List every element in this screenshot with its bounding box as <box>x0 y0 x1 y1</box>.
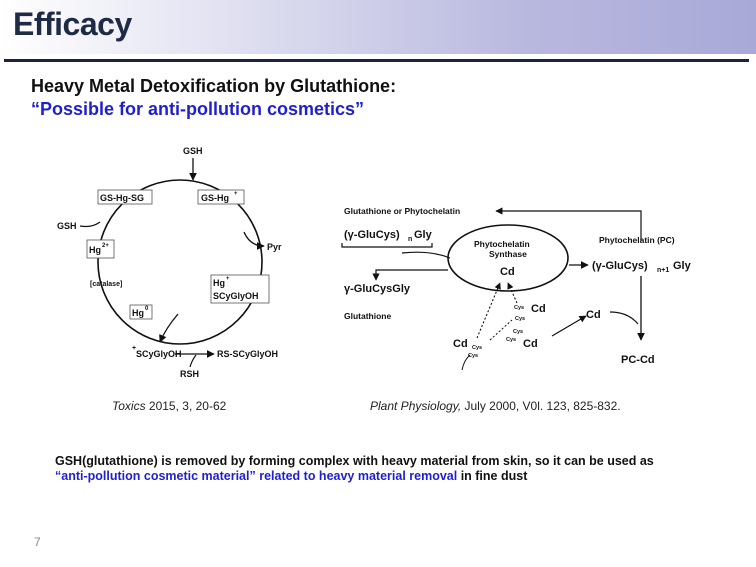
gs-hg-label: GS-Hg <box>201 193 229 203</box>
gs-hg-sup: + <box>234 191 238 197</box>
plus-sign: + <box>132 345 137 352</box>
scyglyoh-box-label: SCyGlyOH <box>213 291 259 301</box>
hg2-label: Hg <box>89 245 101 255</box>
synthase-line-1: Phytochelatin <box>474 239 530 249</box>
heading-line-2: “Possible for anti-pollution cosmetics” <box>31 99 365 119</box>
rsh-curve <box>190 355 196 367</box>
pc-formula-a: (γ-GluCys) <box>592 260 648 272</box>
cys-label-6: Cys <box>468 353 479 359</box>
synthase-line-2: Synthase <box>489 249 527 259</box>
page-number: 7 <box>34 535 41 549</box>
body-line-2-tail: in fine dust <box>457 469 528 483</box>
cycle-circle <box>98 180 262 344</box>
right-phytochelatin-diagram <box>342 206 692 370</box>
citation-right <box>370 399 621 413</box>
gsh-or-pc-label: Glutathione or Phytochelatin <box>344 206 461 216</box>
gluCys-n-sub: n <box>408 236 413 243</box>
catalase-label: [catalase] <box>90 281 123 288</box>
left-cycle-diagram <box>57 146 282 379</box>
slide-title: Efficacy <box>13 6 132 42</box>
citation-left-details: 2015, 3, 20-62 <box>145 399 227 413</box>
hg0-down-arrow <box>160 314 178 342</box>
cys-label-1: Cys <box>514 305 525 311</box>
scyglyoh-bottom-label: SCyGlyOH <box>136 349 182 359</box>
cd-bottom-mid-label: Cd <box>523 338 538 350</box>
hg0-sup: 0 <box>145 306 149 312</box>
cd-diag-arrow <box>552 316 586 336</box>
glutathione-label: Glutathione <box>344 311 392 321</box>
body-text-line-1: GSH(glutathione) is removed by forming complex with heavy material from skin, so it can be used as <box>55 454 654 468</box>
cys-label-3: Cys <box>513 329 524 335</box>
gluCys-n-label: (γ-GluCys) <box>344 229 400 241</box>
cd-bottom-left-label: Cd <box>453 338 468 350</box>
pyr-arrow <box>244 232 264 246</box>
hg0-label: Hg <box>132 308 144 318</box>
cd-center-label: Cd <box>500 266 515 278</box>
cys-label-4: Cys <box>472 345 483 351</box>
pc-label: Phytochelatin (PC) <box>599 235 675 245</box>
cys-label-2: Cys <box>515 316 526 322</box>
gluCys-gly-label: Gly <box>414 229 432 241</box>
cd-cys-label: Cd <box>531 303 546 315</box>
pc-cd-label: PC-Cd <box>621 354 655 366</box>
citation-right-journal: Plant Physiology, <box>370 399 462 413</box>
body-text-line-2 <box>55 469 527 483</box>
gsh-left-arrow <box>80 222 100 227</box>
ellipse-to-gluCysGly-arrow <box>376 270 448 280</box>
gsh-top-label: GSH <box>183 146 203 156</box>
heading-line-1: Heavy Metal Detoxification by Glutathione: <box>31 76 397 96</box>
citation-left-journal: Toxics <box>112 399 146 413</box>
hg2-sup: 2+ <box>102 243 109 249</box>
cd-right-curve <box>610 312 638 324</box>
rsh-label: RSH <box>180 369 200 379</box>
citation-left <box>112 399 226 413</box>
gs-hg-sg-label: GS-Hg-SG <box>100 193 144 203</box>
gluCysGly-label: γ-GluCysGly <box>344 283 411 295</box>
hg-plus-sup: + <box>226 276 230 282</box>
gsh-left-label: GSH <box>57 221 77 231</box>
rs-scyglyoh-label: RS-SCyGlyOH <box>217 349 279 359</box>
pc-formula-sub: n+1 <box>657 267 670 274</box>
hg-plus-label: Hg <box>213 278 225 288</box>
citation-right-details: July 2000, V0l. 123, 825-832. <box>461 399 621 413</box>
cd-right-label: Cd <box>586 309 601 321</box>
gluCys-bracket <box>342 243 432 247</box>
gluCys-to-ellipse <box>402 252 450 258</box>
body-highlight: “anti-pollution cosmetic material” related to heavy material removal <box>55 469 458 483</box>
pc-formula-b: Gly <box>673 260 691 272</box>
cys-label-5: Cys <box>506 337 517 343</box>
pyr-label: Pyr <box>267 242 282 252</box>
dotted-arrow-2 <box>508 283 517 303</box>
